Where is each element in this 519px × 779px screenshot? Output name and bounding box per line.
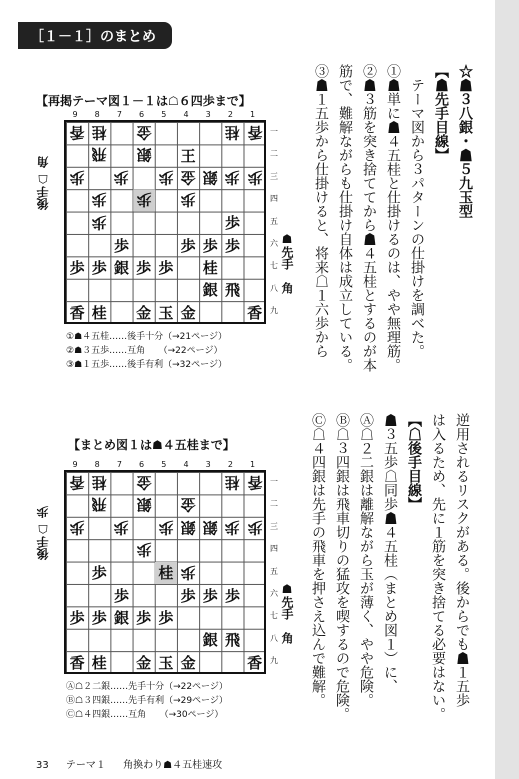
sente-piece: 歩 [158,609,174,628]
sente-piece: 歩 [158,259,174,278]
file-label: 9 [72,110,78,119]
sente-piece: 銀 [113,609,129,628]
sente-piece: 歩 [91,564,107,583]
sente-piece: 桂 [91,303,107,322]
file-label: 2 [227,110,233,119]
branch-item: ①☗４五桂……後手十分（→21ページ） [66,332,227,342]
gote-piece: 桂 [91,473,107,492]
rank-label: 一 [270,127,278,136]
gote-piece: 歩 [113,168,129,187]
section-tab: ［１－１］のまとめ [18,22,172,49]
diagram1-title: 【再掲テーマ図１－１は☖６四歩まで】 [36,94,251,108]
sente-piece: 銀 [113,259,129,278]
branch-item: ②☗３五歩……互角 （→22ページ） [66,346,223,356]
file-label: 6 [139,110,145,119]
file-label: 5 [161,460,167,469]
gote-piece: 金 [136,123,152,142]
sente-piece: 香 [247,303,263,322]
body-text-column: ②☗３筋を突き捨ててから☗４五桂とするのが本 [361,64,377,372]
gote-piece: 歩 [133,189,155,211]
gote-piece: 銀 [180,518,196,537]
gote-piece: 銀 [136,496,152,515]
sente-piece: 玉 [158,653,174,672]
rank-label: 四 [270,544,278,554]
rank-label: 二 [270,149,278,159]
gote-piece: 歩 [247,518,263,537]
page-number: 33 [36,760,49,771]
sente-piece: 歩 [91,259,107,278]
rank-label: 四 [270,194,278,204]
body-text-column: 逆用されるリスクがある。後からでも☗１五歩 [454,413,470,707]
sente-piece: 歩 [180,236,196,255]
sente-piece: 歩 [180,586,196,605]
sente-piece: 桂 [155,562,177,584]
diagram2-sente-hand: ☗先手 角 [280,582,294,644]
file-label: 8 [94,460,100,469]
file-label: 4 [183,460,189,469]
rank-label: 五 [270,566,278,576]
rank-label: 六 [270,239,278,248]
file-label: 3 [205,460,211,469]
sente-piece: 歩 [113,586,129,605]
gote-piece: 歩 [136,540,152,559]
gote-piece: 歩 [69,518,85,537]
gote-piece: 香 [69,473,85,492]
body-text-column: Ⓒ☖４四銀は先手の飛車を押さえ込んで難解。 [310,413,326,707]
sente-piece: 歩 [69,259,85,278]
gote-piece: 飛 [91,146,107,165]
sente-piece: 桂 [91,653,107,672]
sente-piece: 金 [136,303,152,322]
sente-piece: 金 [180,303,196,322]
gote-piece: 歩 [224,518,240,537]
sente-piece: 銀 [202,631,218,650]
file-label: 7 [116,460,122,469]
gote-piece: 桂 [224,473,240,492]
body-text-column: ①☗単に☗４五桂と仕掛けるのは、やや無理筋。 [385,64,401,372]
rank-label: 一 [270,477,278,486]
sente-piece: 銀 [202,281,218,300]
sente-piece: 王 [180,147,196,166]
body-text-column: 【☖後手目線】 [406,413,422,511]
gote-piece: 銀 [136,146,152,165]
sente-piece: 歩 [136,609,152,628]
file-label: 8 [94,110,100,119]
body-text-column: テーマ図から３パターンの仕掛けを調べた。 [409,64,425,358]
sente-piece: 金 [136,653,152,672]
diagram2-gote-hand [36,470,58,560]
diagram2-branches [66,680,228,722]
sente-piece: 歩 [224,214,240,233]
diagram1-gote-hand [36,120,58,210]
footer-subtitle: 角換わり☗４五桂速攻 [123,760,223,771]
gote-piece: 金 [180,496,196,515]
sente-piece: 歩 [69,609,85,628]
gote-piece: 歩 [224,168,240,187]
file-label: 3 [205,110,211,119]
branch-item: Ⓒ☖４四銀……互角 （→30ページ） [66,710,224,720]
file-label: 4 [183,110,189,119]
rank-label: 三 [270,521,278,531]
diagram1-file-labels [64,110,266,120]
sente-piece: 香 [69,303,85,322]
gote-piece: 銀 [202,518,218,537]
body-text-column: 【☗先手目線】 [433,64,449,162]
diagram2-file-labels [64,460,266,470]
branch-item: ③☗１五歩……後手有利（→32ページ） [66,360,227,370]
sente-piece: 香 [247,653,263,672]
gote-piece: 歩 [180,563,196,582]
body-text-column: ☆☗３八銀・☗５九玉型 [457,64,473,218]
sente-piece: 歩 [113,236,129,255]
sente-piece: 歩 [136,259,152,278]
gote-hand-piece: 歩 [36,505,50,518]
sente-piece: 歩 [202,586,218,605]
gote-piece: 歩 [158,168,174,187]
file-label: 6 [139,460,145,469]
sente-piece: 玉 [158,303,174,322]
rank-label: 九 [270,656,278,666]
branch-item: Ⓑ☖３四銀……先手有利（→29ページ） [66,696,228,706]
gote-piece: 桂 [224,123,240,142]
gote-piece: 飛 [91,496,107,515]
body-text-column: は入るため、先に１筋を突き捨てる必要はない。 [430,413,446,721]
rank-label: 六 [270,589,278,598]
rank-label: 八 [270,283,278,293]
gote-piece: 歩 [247,168,263,187]
side-stripe [495,0,519,779]
gote-hand-piece: 角 [36,155,50,168]
file-label: 7 [116,110,122,119]
sente-piece: 歩 [224,236,240,255]
rank-label: 二 [270,499,278,509]
gote-piece: 歩 [113,518,129,537]
diagram1-board [64,120,266,324]
gote-piece: 香 [69,123,85,142]
sente-piece: 歩 [202,236,218,255]
gote-piece: 香 [247,473,263,492]
footer-theme: テーマ１ [65,760,106,771]
rank-label: 五 [270,216,278,226]
gote-hand-label: 後手☖ [36,522,50,560]
file-label: 2 [227,460,233,469]
diagram2-title: 【まとめ図１は☗４五桂まで】 [68,438,235,452]
branch-item: Ⓐ☖２二銀……先手十分（→22ページ） [66,682,228,692]
sente-piece: 飛 [224,631,240,650]
gote-piece: 歩 [69,168,85,187]
sente-piece: 歩 [224,586,240,605]
gote-hand-label: 後手☖ [36,172,50,210]
file-label: 9 [72,460,78,469]
gote-piece: 桂 [91,123,107,142]
diagram1-sente-hand: ☗先手 角 [280,232,294,294]
body-text-column: Ⓑ☖３四銀は飛車切りの猛攻を喫するので危険。 [334,413,350,721]
gote-piece: 歩 [91,190,107,209]
gote-piece: 歩 [180,190,196,209]
sente-piece: 飛 [224,281,240,300]
rank-label: 三 [270,171,278,181]
rank-label: 七 [270,261,278,271]
sente-piece: 金 [180,653,196,672]
sente-piece: 香 [69,653,85,672]
body-text-column: 筋で、難解ながらも仕掛け自体は成立している。 [337,64,353,372]
gote-piece: 金 [180,168,196,187]
sente-piece: 桂 [202,259,218,278]
gote-piece: 金 [136,473,152,492]
gote-piece: 歩 [91,213,107,232]
gote-piece: 銀 [202,168,218,187]
body-text-column: ☗３五歩☖同歩☗４五桂（まとめ図１）に、 [382,413,398,693]
body-text-column: ③☗１五歩から仕掛けると、将来☖１六歩から [313,64,329,358]
gote-piece: 香 [247,123,263,142]
rank-label: 九 [270,306,278,316]
diagram2-board [64,470,266,674]
diagram1-branches [66,330,227,372]
gote-piece: 歩 [158,518,174,537]
file-label: 5 [161,110,167,119]
page-footer [36,756,236,771]
file-label: 1 [250,110,256,119]
sente-piece: 歩 [91,609,107,628]
body-text-column: Ⓐ☖２二銀は離解ながら玉が薄く、やや危険。 [358,413,374,707]
file-label: 1 [250,460,256,469]
rank-label: 七 [270,611,278,621]
rank-label: 八 [270,633,278,643]
